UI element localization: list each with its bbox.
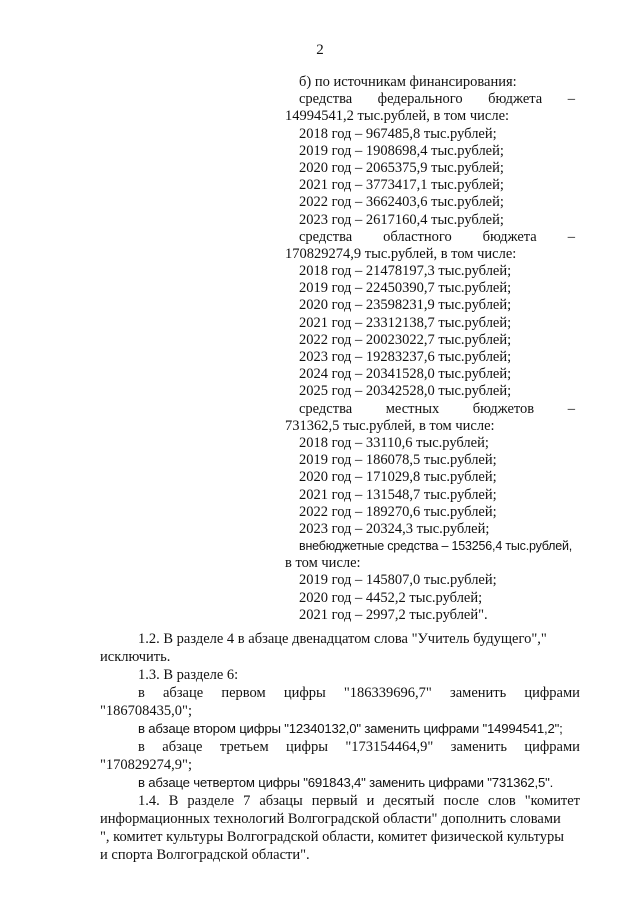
justified-word: 7 [243, 793, 251, 809]
federal-total: 14994541,2 тыс.рублей, в том числе: [285, 108, 510, 125]
justified-word: цифры [283, 685, 326, 701]
justified-word: десятый [383, 793, 435, 809]
justified-word: слов [487, 793, 516, 809]
regional-year-line: 2018 год – 21478197,3 тыс.рублей; [299, 263, 512, 280]
justified-word: заменить [449, 685, 507, 701]
justified-word: и [366, 793, 375, 809]
regional-year-line: 2022 год – 20023022,7 тыс.рублей; [299, 331, 512, 348]
regional-total: 170829274,9 тыс.рублей, в том числе: [285, 245, 517, 262]
local-lead-line [285, 401, 575, 418]
regional-lead-word: областного [383, 228, 452, 245]
federal-year-line: 2023 год – 2617160,4 тыс.рублей; [299, 211, 504, 228]
justified-word: в [138, 739, 145, 755]
justified-word: В [168, 793, 179, 809]
federal-lead-word: федерального [377, 91, 463, 108]
federal-year-line: 2020 год – 2065375,9 тыс.рублей; [299, 159, 504, 176]
regional-year-line: 2020 год – 23598231,9 тыс.рублей; [299, 297, 512, 314]
federal-year-line: 2019 год – 1908698,4 тыс.рублей; [299, 142, 504, 159]
justified-word: "комитет [524, 793, 580, 809]
justified-word: абзацы [259, 793, 303, 809]
sources-heading: б) по источникам финансирования: [299, 74, 517, 90]
local-lead-word: местных [385, 400, 440, 417]
justified-word: 1.4. [138, 793, 160, 809]
amendment-1-4-line: и спорта Волгоградской области". [100, 847, 310, 863]
local-year-line: 2018 год – 33110,6 тыс.рублей; [299, 434, 489, 451]
regional-year-line: 2021 год – 23312138,7 тыс.рублей; [299, 314, 512, 331]
amendment-1-3-third-paragraph [100, 738, 580, 756]
local-year-line: 2021 год – 131548,7 тыс.рублей; [299, 486, 497, 503]
local-year-line: 2020 год – 171029,8 тыс.рублей; [299, 469, 497, 486]
justified-word: в [138, 685, 145, 701]
justified-word: "173154464,9" [345, 739, 434, 755]
local-year-line: 2022 год – 189270,6 тыс.рублей; [299, 503, 497, 520]
regional-lead-line [285, 229, 575, 246]
federal-year-line: 2022 год – 3662403,6 тыс.рублей; [299, 194, 504, 211]
amendment-1-4-line [100, 792, 580, 810]
justified-word: цифры [286, 739, 328, 755]
justified-word: первом [221, 685, 266, 701]
regional-year-line: 2025 год – 20342528,0 тыс.рублей; [299, 383, 512, 400]
federal-lead-word: – [567, 91, 575, 108]
extrabudget-total: в том числе: [285, 555, 361, 572]
local-year-line: 2019 год – 186078,5 тыс.рублей; [299, 452, 497, 469]
justified-word: третьем [219, 739, 269, 755]
regional-year-line: 2019 год – 22450390,7 тыс.рублей; [299, 280, 512, 297]
federal-lead-line [285, 91, 575, 108]
regional-year-line: 2024 год – 20341528,0 тыс.рублей; [299, 366, 512, 383]
regional-lead-word: – [567, 228, 575, 245]
justified-word: первый [311, 793, 358, 809]
local-total: 731362,5 тыс.рублей, в том числе: [285, 417, 495, 434]
federal-lead-word: бюджета [488, 91, 543, 108]
regional-lead-word: средства [299, 228, 353, 245]
justified-word: заменить [450, 739, 507, 755]
extrabudget-year-line: 2020 год – 4452,2 тыс.рублей; [299, 589, 483, 606]
local-lead-word: – [567, 400, 575, 417]
amendment-1-3-heading: 1.3. В разделе 6: [138, 667, 239, 683]
justified-word: абзаце [163, 685, 204, 701]
regional-lead-word: бюджета [482, 228, 537, 245]
extrabudget-year-line: 2021 год – 2997,2 тыс.рублей". [299, 606, 488, 623]
federal-lead-word: средства [299, 91, 353, 108]
amendment-1-3-third-paragraph-end: "170829274,9"; [100, 757, 192, 773]
federal-year-line: 2018 год – 967485,8 тыс.рублей; [299, 125, 497, 142]
justified-word: цифрами [524, 739, 580, 755]
amendment-1-3-first-paragraph [100, 684, 580, 702]
amendment-1-2-line: 1.2. В разделе 4 в абзаце двенадцатом слова "Учитель будущего"," [138, 631, 547, 647]
local-lead-word: бюджетов [472, 400, 535, 417]
amendment-1-3-fourth-paragraph: в абзаце четвертом цифры "691843,4" заменить цифрами "731362,5". [138, 775, 554, 790]
local-year-line: 2023 год – 20324,3 тыс.рублей; [299, 520, 490, 537]
amendment-1-2-line: исключить. [100, 649, 171, 665]
page-number: 2 [316, 42, 324, 58]
funding-sources-block [285, 74, 575, 624]
justified-word: абзаце [162, 739, 203, 755]
justified-word: после [443, 793, 479, 809]
regional-year-line: 2023 год – 19283237,6 тыс.рублей; [299, 349, 512, 365]
justified-word: цифрами [524, 685, 580, 701]
amendment-1-3-second-paragraph: в абзаце втором цифры "12340132,0" заменить цифрами "14994541,2"; [138, 721, 563, 736]
justified-word: разделе [187, 793, 235, 809]
extrabudget-year-line: 2019 год – 145807,0 тыс.рублей; [299, 572, 497, 589]
amendment-1-4-line: ", комитет культуры Волгоградской области, комитет физической культуры [100, 829, 564, 845]
amendment-1-3-first-paragraph-end: "186708435,0"; [100, 703, 192, 719]
extrabudget-lead: внебюджетные средства – 153256,4 тыс.рублей, [299, 539, 573, 554]
amendments-block [100, 630, 580, 864]
justified-word: "186339696,7" [343, 685, 432, 701]
local-lead-word: средства [299, 400, 353, 417]
amendment-1-4-line: информационных технологий Волгоградской области" дополнить словами [100, 811, 561, 827]
federal-year-line: 2021 год – 3773417,1 тыс.рублей; [299, 177, 504, 194]
